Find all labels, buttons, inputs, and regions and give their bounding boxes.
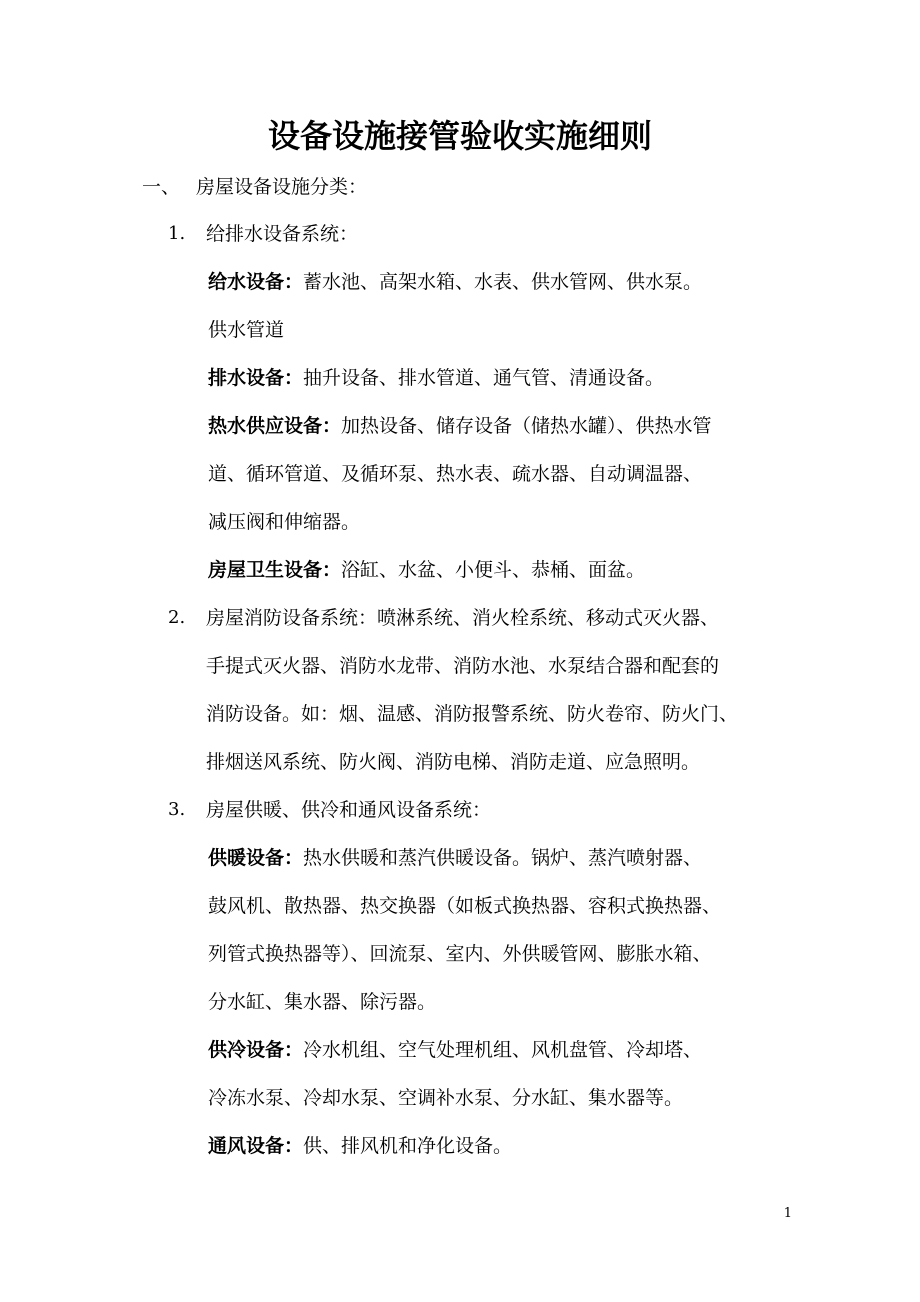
hot-water-label: 热水供应设备： bbox=[208, 415, 342, 437]
section-heading: 房屋设备设施分类： bbox=[196, 176, 368, 198]
hot-water-line-3: 减压阀和伸缩器。 bbox=[208, 511, 361, 533]
drainage-label: 排水设备： bbox=[208, 367, 304, 389]
sanitary-text: 浴缸、水盆、小便斗、恭桶、面盆。 bbox=[341, 559, 646, 581]
fire-line-2: 手提式灭火器、消防水龙带、消防水池、水泵结合器和配套的 bbox=[206, 655, 720, 677]
drainage-text: 抽升设备、排水管道、通气管、清通设备。 bbox=[303, 367, 665, 389]
cooling-text-1: 冷水机组、空气处理机组、风机盘管、冷却塔、 bbox=[303, 1039, 703, 1061]
cooling-line-1 bbox=[208, 1036, 702, 1064]
item-heading-1: 给排水设备系统： bbox=[206, 223, 359, 245]
water-supply-text: 蓄水池、高架水箱、水表、供水管网、供水泵。 bbox=[303, 271, 703, 293]
document-title: 设备设施接管验收实施细则 bbox=[267, 117, 652, 155]
water-supply-label: 给水设备： bbox=[208, 271, 304, 293]
hot-water-text-1: 加热设备、储存设备（储热水罐）、供热水管 bbox=[341, 415, 712, 437]
fire-line-3: 消防设备。如：烟、温感、消防报警系统、防火卷帘、防火门、 bbox=[206, 703, 739, 725]
drainage-line bbox=[208, 364, 664, 392]
heating-line-2: 鼓风机、散热器、热交换器（如板式换热器、容积式换热器、 bbox=[208, 895, 722, 917]
heating-text-1: 热水供暖和蒸汽供暖设备。锅炉、蒸汽喷射器、 bbox=[303, 847, 703, 869]
sanitary-label: 房屋卫生设备： bbox=[208, 559, 342, 581]
item-number-2: 2. bbox=[168, 607, 186, 628]
item-heading-3: 房屋供暖、供冷和通风设备系统： bbox=[206, 799, 492, 821]
sanitary-line bbox=[208, 556, 645, 584]
water-supply-line bbox=[208, 268, 702, 296]
cooling-label: 供冷设备： bbox=[208, 1039, 304, 1061]
cooling-line-2: 冷冻水泵、冷却水泵、空调补水泵、分水缸、集水器等。 bbox=[208, 1087, 684, 1109]
heating-line-1 bbox=[208, 844, 702, 872]
water-supply-text-2: 供水管道 bbox=[208, 319, 285, 341]
page-number: 1 bbox=[783, 1206, 792, 1221]
hot-water-line-2: 道、循环管道、及循环泵、热水表、疏水器、自动调温器、 bbox=[208, 463, 703, 485]
heating-label: 供暖设备： bbox=[208, 847, 304, 869]
ventilation-line bbox=[208, 1132, 512, 1160]
heating-line-4: 分水缸、集水器、除污器。 bbox=[208, 991, 437, 1013]
item-number-3: 3. bbox=[168, 799, 186, 820]
fire-line-4: 排烟送风系统、防火阀、消防电梯、消防走道、应急照明。 bbox=[206, 751, 701, 773]
heating-line-3: 列管式换热器等）、回流泵、室内、外供暖管网、膨胀水箱、 bbox=[208, 943, 712, 965]
ventilation-label: 通风设备： bbox=[208, 1135, 304, 1157]
section-marker: 一、 bbox=[142, 176, 181, 198]
item-number-1: 1. bbox=[168, 223, 186, 244]
fire-line-1: 房屋消防设备系统：喷淋系统、消火栓系统、移动式灭火器、 bbox=[206, 607, 720, 629]
hot-water-line-1 bbox=[208, 412, 712, 440]
ventilation-text: 供、排风机和净化设备。 bbox=[303, 1135, 513, 1157]
